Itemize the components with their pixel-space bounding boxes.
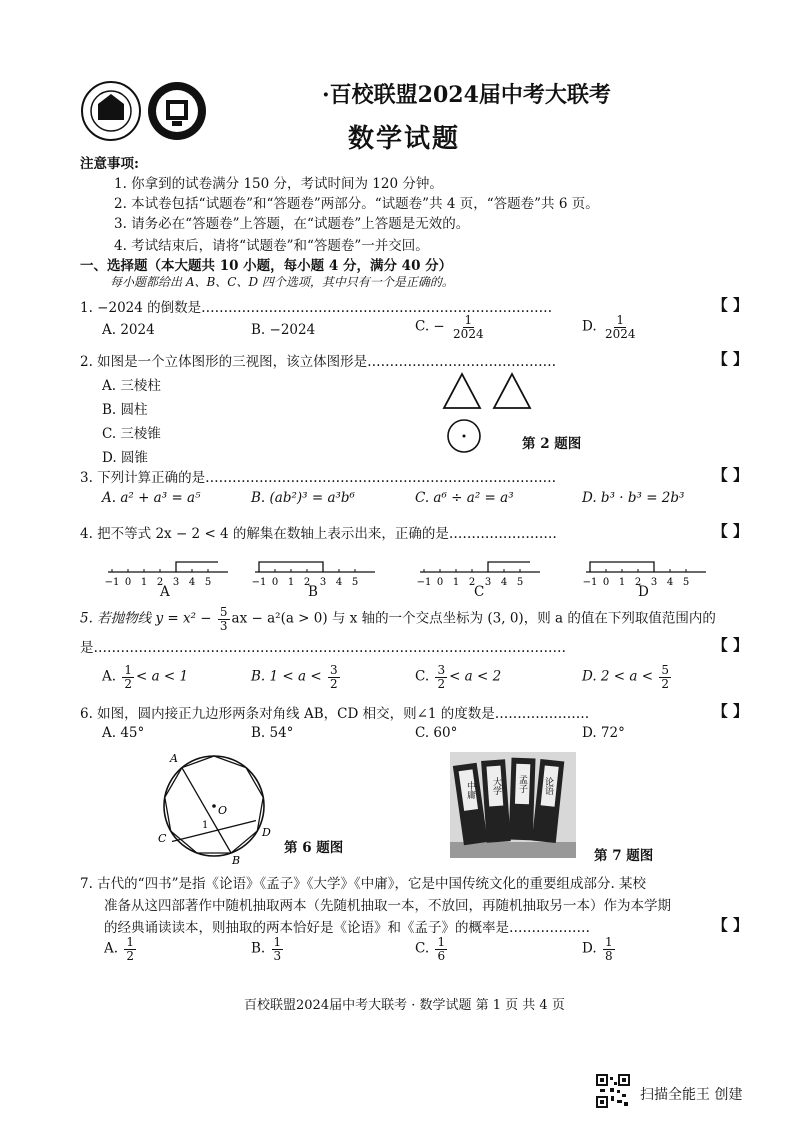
q4-label-d: D: [638, 584, 649, 600]
q3-option-c: C. a⁶ ÷ a² = a³: [415, 490, 514, 506]
q4-number-lines: [100, 548, 720, 598]
q2-stem: 2. 如图是一个立体图形的三视图，该立体图形是……………………………………: [80, 354, 557, 370]
q5-stem-line2: 是……………………………………………………………………………………………: [80, 640, 566, 656]
school-seal-logo-2: [146, 80, 208, 142]
section-heading: 一、选择题（本大题共 10 小题，每小题 4 分，满分 40 分）: [80, 258, 453, 274]
q2-option-d: D. 圆锥: [102, 450, 148, 466]
q6-option-d: D. 72°: [582, 725, 625, 741]
solution-set-segment: [488, 562, 530, 572]
q7-stem-line3: 的经典诵读读本，则抽取的两本恰好是《论语》和《孟子》的概率是………………: [104, 920, 590, 936]
front-view-triangle: [444, 374, 480, 408]
q7-option-d: D. $\frac{1}{8}$: [582, 935, 613, 963]
book-title: 论语: [543, 777, 553, 795]
angle-one-label: 1: [202, 820, 209, 831]
q7-figure-caption: 第 7 题图: [594, 848, 654, 864]
point-c-label: C: [158, 832, 167, 845]
number-line-tick-label: −1: [582, 577, 598, 588]
number-line-tick-label: 3: [650, 577, 658, 588]
q7-option-a: A. $\frac{1}{2}$: [104, 935, 134, 963]
number-line-tick-label: 2: [634, 577, 642, 588]
scanner-watermark: 扫描全能王 创建: [640, 1087, 743, 1103]
answer-bracket: 【 】: [712, 350, 748, 368]
number-line-tick-label: 2: [468, 577, 476, 588]
notice-heading: 注意事项:: [80, 156, 139, 172]
number-line-tick-label: 3: [319, 577, 327, 588]
q7-stem-line2: 准备从这四部著作中随机抽取两本（先随机抽取一本，不放回，再随机抽取另一本）作为本学期: [104, 898, 671, 914]
notice-item: 2. 本试卷包括“试题卷”和“答题卷”两部分。“试题卷”共 4 页，“答题卷”共 6 页。: [114, 196, 599, 212]
subject-title: 数学试题: [348, 124, 461, 154]
q7-stem-line1: 7. 古代的“四书”是指《论语》《孟子》《大学》《中庸》，它是中国传统文化的重要组成部分. 某校: [80, 876, 647, 892]
q5-option-d: D. 2 < a < $\frac{5}{2}$: [582, 663, 669, 691]
book-title: 孟子: [517, 775, 527, 793]
answer-bracket: 【 】: [712, 466, 748, 484]
exam-title: ·百校联盟2024届中考大联考: [322, 82, 611, 108]
four-books-photo: [450, 752, 576, 858]
answer-bracket: 【 】: [712, 636, 748, 654]
q7-option-b: B. $\frac{1}{3}$: [251, 935, 282, 963]
q1-option-b: B. −2024: [251, 322, 316, 338]
number-line-tick-label: −1: [416, 577, 432, 588]
notice-item: 1. 你拿到的试卷满分 150 分，考试时间为 120 分钟。: [114, 176, 443, 192]
q4-label-c: C: [474, 584, 485, 600]
q5-option-a: A. $\frac{1}{2}$ < a < 1: [102, 663, 189, 691]
number-line-tick-label: 2: [303, 577, 311, 588]
q3-option-a: A. a² + a³ = a⁵: [102, 490, 201, 506]
number-line-tick-label: 1: [618, 577, 626, 588]
number-line-tick-label: 0: [124, 577, 132, 588]
q1-option-c: C. − $\frac{1}{2024}$: [415, 313, 484, 341]
number-line-tick-label: 4: [188, 577, 196, 588]
q2-figure-caption: 第 2 题图: [522, 436, 582, 452]
number-line-tick-label: −1: [251, 577, 267, 588]
notice-item: 4. 考试结束后，请将“试题卷”和“答题卷”一并交回。: [114, 238, 429, 254]
number-line-tick-label: 2: [156, 577, 164, 588]
qr-code-icon: [596, 1074, 630, 1108]
answer-bracket: 【 】: [712, 702, 748, 720]
number-line-tick-label: 1: [287, 577, 295, 588]
notice-item: 3. 请务必在“答题卷”上答题，在“试题卷”上答题是无效的。: [114, 216, 470, 232]
number-line-tick-label: 3: [172, 577, 180, 588]
answer-bracket: 【 】: [712, 296, 748, 314]
q2-option-b: B. 圆柱: [102, 402, 148, 418]
number-line-tick-label: 0: [271, 577, 279, 588]
side-view-triangle: [494, 374, 530, 408]
q5-option-c: C. $\frac{3}{2}$ < a < 2: [415, 663, 502, 691]
solution-set-segment: [176, 562, 218, 572]
book-title: 中庸: [465, 781, 475, 799]
book-title: 大学: [491, 777, 501, 795]
q6-option-b: B. 54°: [251, 725, 294, 741]
q4-label-a: A: [160, 584, 170, 600]
q6-figure-caption: 第 6 题图: [284, 840, 344, 856]
number-line-tick-label: −1: [104, 577, 120, 588]
number-line-tick-label: 5: [204, 577, 212, 588]
q2-option-c: C. 三棱锥: [102, 426, 161, 442]
school-seal-logo-1: [80, 80, 142, 142]
number-line-tick-label: 0: [436, 577, 444, 588]
number-line-tick-label: 4: [500, 577, 508, 588]
number-line-tick-label: 4: [335, 577, 343, 588]
number-line-tick-label: 5: [682, 577, 690, 588]
number-line-tick-label: 5: [351, 577, 359, 588]
q5-option-b: B. 1 < a < $\frac{3}{2}$: [251, 663, 338, 691]
answer-bracket: 【 】: [712, 916, 748, 934]
point-d-label: D: [262, 826, 271, 839]
section-instruction: 每小题都给出 A、B、C、D 四个选项，其中只有一个是正确的。: [110, 275, 454, 289]
q7-option-c: C. $\frac{1}{6}$: [415, 935, 446, 963]
q1-option-d: D. $\frac{1}{2024}$: [582, 313, 636, 341]
q2-option-a: A. 三棱柱: [102, 378, 161, 394]
q3-option-b: B. (ab²)³ = a³b⁶: [251, 490, 355, 506]
q4-stem: 4. 把不等式 2x − 2 < 4 的解集在数轴上表示出来，正确的是……………………: [80, 526, 557, 542]
point-b-label: B: [232, 854, 241, 866]
q6-stem: 6. 如图，圆内接正九边形两条对角线 AB，CD 相交，则∠1 的度数是…………………: [80, 706, 590, 722]
number-line-tick-label: 3: [484, 577, 492, 588]
number-line-tick-label: 1: [140, 577, 148, 588]
q3-stem: 3. 下列计算正确的是……………………………………………………………………: [80, 470, 557, 486]
q6-option-c: C. 60°: [415, 725, 458, 741]
q1-option-a: A. 2024: [102, 322, 155, 338]
nonagon-circle-figure: [150, 748, 280, 866]
q4-label-b: B: [308, 584, 318, 600]
number-line-tick-label: 0: [602, 577, 610, 588]
q6-option-a: A. 45°: [102, 725, 145, 741]
answer-bracket: 【 】: [712, 522, 748, 540]
number-line-tick-label: 1: [452, 577, 460, 588]
q1-stem: 1. −2024 的倒数是……………………………………………………………………: [80, 300, 553, 316]
number-line-tick-label: 5: [516, 577, 524, 588]
number-line-tick-label: 4: [666, 577, 674, 588]
page-footer: 百校联盟2024届中考大联考 · 数学试题 第 1 页 共 4 页: [244, 998, 565, 1013]
q5-stem-line1: 5. 若抛物线 y = x² − $\frac{5}{3}$ ax − a²(a > 0) 与 x 轴的一个交点坐标为 (3, 0)，则 a 的值在下列取值范围内的: [80, 605, 716, 633]
q3-option-d: D. b³ · b³ = 2b³: [582, 490, 685, 506]
point-a-label: A: [170, 752, 178, 765]
point-o-label: O: [218, 804, 228, 817]
